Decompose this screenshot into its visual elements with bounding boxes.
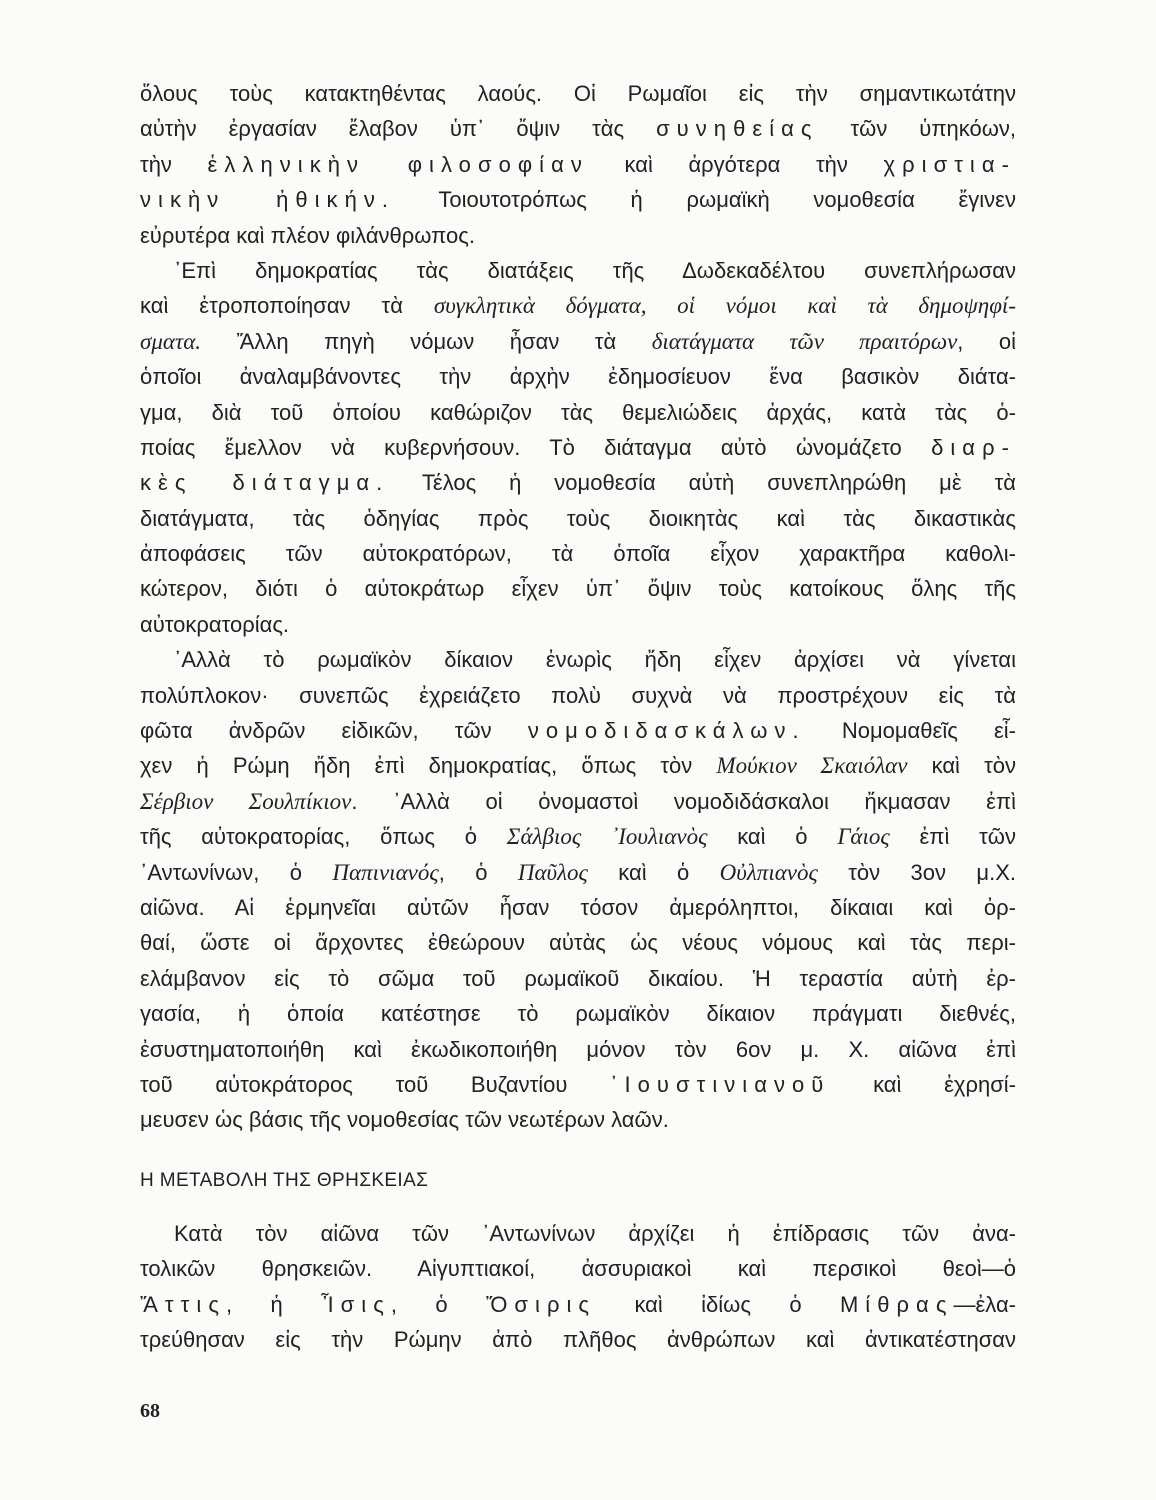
- text-segment: ελάμβανον εἰς τὸ σῶμα τοῦ ρωμαϊκοῦ δικαίου. Ἡ τεραστία αὐτὴ ἐρ-: [140, 965, 1016, 991]
- italic-text: Οὐλπιανὸς: [719, 859, 818, 885]
- text-segment: χεν ἡ Ρώμη ἤδη ἐπὶ δημοκρατίας, ὅπως τὸν: [140, 753, 717, 779]
- text-line: [140, 961, 1016, 996]
- text-line: [140, 430, 1016, 465]
- text-line: [140, 182, 1016, 217]
- text-segment: ἐπὶ τῶν: [889, 824, 1016, 850]
- text-segment: φῶτα ἀνδρῶν εἰδικῶν, τῶν: [140, 718, 528, 744]
- spaced-text: Μίθρας: [839, 1291, 954, 1317]
- text-segment: Κατὰ τὸν αἰῶνα τῶν ᾽Αντωνίνων ἀρχίζει ἡ ἐπίδρασις τῶν ἀνα-: [174, 1221, 1016, 1246]
- section-heading: Η ΜΕΤΑΒΟΛΗ ΤΗΣ ΘΡΗΣΚΕΙΑΣ: [140, 1170, 429, 1191]
- text-line: [140, 996, 1016, 1031]
- text-segment: ἐσυστηματοποιήθη καὶ ἐκωδικοποιήθη μόνον τὸν 6ον μ. Χ. αἰῶνα ἐπὶ: [140, 1036, 1016, 1062]
- spaced-text: Ἶσις: [321, 1291, 391, 1317]
- spaced-text: Ὄσιρις: [485, 1291, 597, 1317]
- text-line: [140, 1032, 1016, 1067]
- text-segment: Νομομαθεῖς εἶ-: [805, 718, 1016, 744]
- text-line: [140, 748, 1016, 783]
- text-segment: ᾽Αλλὰ τὸ ρωμαϊκὸν δίκαιον ἐνωρὶς ἤδη εἶχεν ἀρχίσει νὰ γίνεται: [174, 647, 1016, 673]
- text-segment: καὶ ὁ: [707, 824, 838, 850]
- text-segment: . ᾽Αλλὰ οἱ ὀνομαστοὶ νομοδιδάσκαλοι ἤκμασαν ἐπὶ: [351, 788, 1017, 814]
- text-line: [140, 324, 1016, 359]
- text-segment: αὐτοκρατορίας.: [140, 611, 290, 637]
- text-line: [140, 713, 1016, 748]
- text-segment: τὸν 3ον μ.Χ.: [817, 859, 1016, 885]
- text-line: [140, 1067, 1016, 1102]
- text-segment: , οἱ: [957, 328, 1017, 354]
- text-segment: —ἐλα-: [953, 1291, 1016, 1317]
- text-segment: καὶ ἐχρησί-: [830, 1071, 1016, 1097]
- spaced-text: ἑλληνικὴν φιλοσοφίαν: [207, 151, 589, 177]
- spaced-text: νικὴν ἠθικήν.: [140, 187, 396, 213]
- spaced-text: κὲς διάταγμα.: [140, 470, 390, 496]
- text-segment: τολικῶν θρησκειῶν. Αἰγυπτιακοί, ἀσσυριακοὶ καὶ περσικοὶ θεοὶ—ὁ: [140, 1256, 1016, 1282]
- text-segment: τῶν ὑπηκόων,: [818, 116, 1017, 142]
- italic-text: Μούκιον Σκαιόλαν: [716, 753, 908, 779]
- text-segment: γμα, διὰ τοῦ ὁποίου καθώριζον τὰς θεμελιώδεις ἀρχάς, κατὰ τὰς ὁ-: [140, 399, 1016, 425]
- text-segment: τῆς αὐτοκρατορίας, ὅπως ὁ: [140, 824, 507, 850]
- text-segment: καὶ ἐτροποποίησαν τὰ: [140, 293, 434, 319]
- text-line: [140, 501, 1016, 536]
- text-segment: θαί, ὥστε οἱ ἄρχοντες ἐθεώρουν αὐτὰς ὡς νέους νόμους καὶ τὰς περι-: [140, 930, 1016, 956]
- text-segment: ποίας ἔμελλον νὰ κυβερνήσουν. Τὸ διάταγμα αὐτὸ ὠνομάζετο: [140, 434, 932, 460]
- italic-text: διατάγματα τῶν πραιτόρων: [651, 328, 958, 354]
- italic-text: συγκλητικὰ δόγματα, οἱ νόμοι καὶ τὰ δημοψηφί-: [433, 293, 1016, 319]
- text-segment: εὐρυτέρα καὶ πλέον φιλάνθρωπος.: [140, 222, 475, 248]
- spaced-text: Ἄττις: [140, 1291, 226, 1317]
- italic-text: σματα.: [140, 328, 202, 354]
- text-line: [140, 218, 1016, 253]
- spaced-text: διαρ-: [931, 434, 1016, 460]
- text-line: [140, 890, 1016, 925]
- text-line: [140, 642, 1016, 677]
- text-segment: καὶ ὁ: [587, 859, 720, 885]
- text-line: [140, 76, 1016, 111]
- text-line: [140, 855, 1016, 890]
- text-segment: μευσεν ὡς βάσις τῆς νομοθεσίας τῶν νεωτέρων λαῶν.: [140, 1107, 669, 1133]
- text-line: [140, 607, 1016, 642]
- text-line: [140, 571, 1016, 606]
- text-segment: ὅλους τοὺς κατακτηθέντας λαούς. Οἱ Ρωμαῖοι εἰς τὴν σημαντικωτάτην: [140, 81, 1016, 106]
- text-segment: , ὁ: [438, 859, 518, 885]
- spaced-text: συνηθείας: [656, 116, 819, 142]
- page-number: 68: [140, 1400, 160, 1422]
- text-segment: τρεύθησαν εἰς τὴν Ρώμην ἀπὸ πλῆθος ἀνθρώπων καὶ ἀντικατέστησαν: [140, 1327, 1016, 1353]
- spaced-text: χριστια-: [883, 151, 1016, 177]
- text-line: [140, 1322, 1016, 1357]
- body-text-section: [140, 1216, 1016, 1358]
- text-segment: Τέλος ἡ νομοθεσία αὐτὴ συνεπληρώθη μὲ τὰ: [389, 470, 1016, 496]
- text-segment: ᾽Επὶ δημοκρατίας τὰς διατάξεις τῆς Δωδεκαδέλτου συνεπλήρωσαν: [174, 257, 1016, 283]
- text-segment: καὶ τὸν: [907, 753, 1016, 779]
- text-line: [140, 678, 1016, 713]
- text-line: [140, 288, 1016, 323]
- text-segment: αὐτὴν ἐργασίαν ἔλαβον ὑπ᾽ ὄψιν τὰς: [140, 116, 657, 142]
- italic-text: Παπινιανός: [332, 859, 439, 885]
- text-segment: καὶ ἀργότερα τὴν: [588, 151, 884, 177]
- italic-text: Παῦλος: [517, 859, 588, 885]
- text-line: [140, 359, 1016, 394]
- text-line: [140, 925, 1016, 960]
- text-segment: , ὁ: [390, 1291, 486, 1317]
- text-line: [140, 784, 1016, 819]
- italic-text: Σάλβιος ᾽Ιουλιανὸς: [506, 824, 708, 850]
- text-segment: αἰῶνα. Αἱ ἑρμηνεῖαι αὐτῶν ἦσαν τόσον ἀμερόληπτοι, δίκαιαι καὶ ὀρ-: [140, 894, 1016, 920]
- text-segment: Τοιουτοτρόπως ἡ ρωμαϊκὴ νομοθεσία ἔγινεν: [395, 187, 1016, 213]
- text-line: [140, 1102, 1016, 1137]
- text-segment: ὁποῖοι ἀναλαμβάνοντες τὴν ἀρχὴν ἐδημοσίευον ἕνα βασικὸν διάτα-: [140, 364, 1016, 390]
- text-line: [140, 147, 1016, 182]
- text-segment: κώτερον, διότι ὁ αὐτοκράτωρ εἶχεν ὑπ᾽ ὄψιν τοὺς κατοίκους ὅλης τῆς: [140, 576, 1016, 602]
- text-segment: διατάγματα, τὰς ὁδηγίας πρὸς τοὺς διοικητὰς καὶ τὰς δικαστικὰς: [140, 505, 1016, 531]
- italic-text: Σέρβιον Σουλπίκιον: [140, 788, 352, 814]
- text-segment: τὴν: [140, 151, 208, 177]
- text-segment: , ἡ: [225, 1291, 322, 1317]
- text-segment: καὶ ἰδίως ὁ: [596, 1291, 840, 1317]
- text-segment: πολύπλοκον· συνεπῶς ἐχρειάζετο πολὺ συχνὰ νὰ προστρέχουν εἰς τὰ: [140, 682, 1016, 708]
- text-line: [140, 819, 1016, 854]
- text-line: [140, 1287, 1016, 1322]
- text-segment: ᾽Αντωνίνων, ὁ: [140, 859, 333, 885]
- text-line: [140, 253, 1016, 288]
- text-line: [140, 395, 1016, 430]
- text-line: [140, 536, 1016, 571]
- text-segment: Ἄλλη πηγὴ νόμων ἦσαν τὰ: [201, 328, 652, 354]
- text-line: [140, 111, 1016, 146]
- text-segment: ἀποφάσεις τῶν αὐτοκρατόρων, τὰ ὁποῖα εἶχον χαρακτῆρα καθολι-: [140, 541, 1016, 567]
- text-segment: γασία, ἡ ὁποία κατέστησε τὸ ρωμαϊκὸν δίκαιον πράγματι διεθνές,: [140, 1001, 1016, 1027]
- text-line: [140, 465, 1016, 500]
- spaced-text: ᾽Ιουστινιανοῦ: [610, 1071, 831, 1097]
- text-line: [140, 1216, 1016, 1251]
- text-segment: τοῦ αὐτοκράτορος τοῦ Βυζαντίου: [140, 1071, 611, 1097]
- text-line: [140, 1251, 1016, 1286]
- spaced-text: νομοδιδασκάλων.: [527, 718, 806, 744]
- italic-text: Γάιος: [837, 824, 890, 850]
- body-text-main: [140, 76, 1016, 1138]
